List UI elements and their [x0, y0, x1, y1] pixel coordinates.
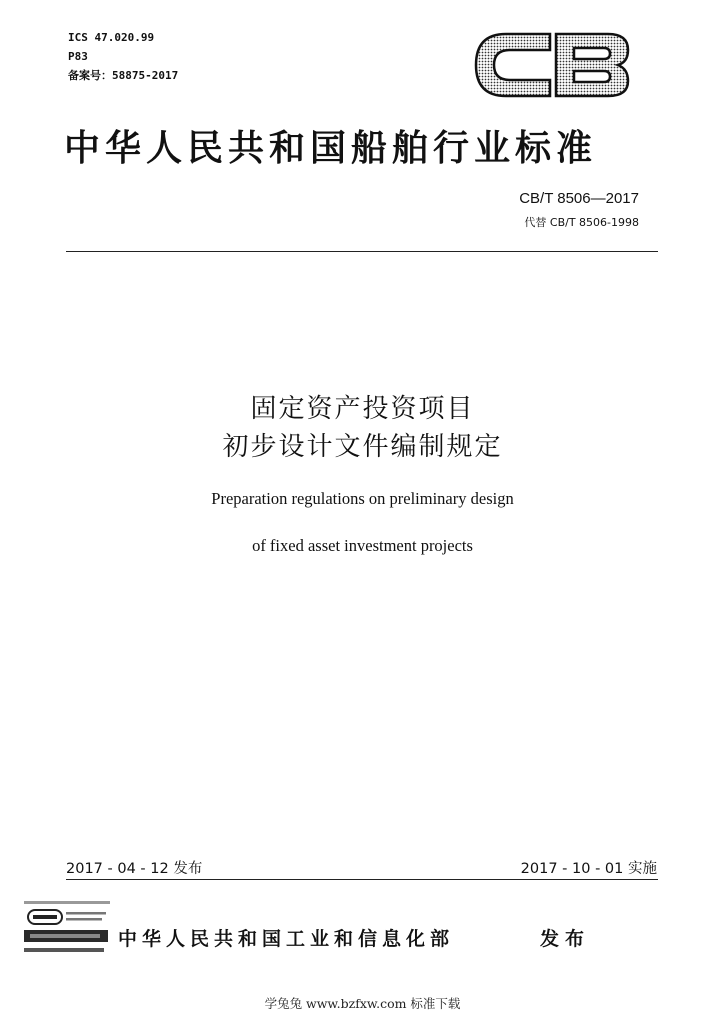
issue-date: 2017 - 04 - 12 发布 [66, 861, 203, 877]
standard-number: CB/T 8506—2017 [519, 190, 639, 207]
issuing-ministry: 中华人民共和国工业和信息化部 [118, 928, 455, 950]
implementation-date: 2017 - 10 - 01 实施 [520, 861, 657, 877]
standard-org-title: 中华人民共和国船舶行业标准 [64, 128, 598, 169]
cb-logo-icon [472, 30, 632, 100]
chinese-title-line1: 固定资产投资项目 [250, 394, 475, 424]
filing-number: 备案号：58875-2017 [68, 69, 179, 82]
english-title-line1: Preparation regulations on preliminary design [211, 489, 514, 508]
replaces-standard: 代替 CB/T 8506-1998 [524, 216, 639, 229]
chinese-title-line2: 初步设计文件编制规定 [222, 432, 503, 462]
bottom-divider [66, 879, 658, 880]
classification-codes [68, 28, 178, 85]
footer-source-link[interactable]: 学兔兔 www.bzfxw.com 标准下载 [264, 996, 461, 1011]
top-divider [66, 251, 658, 252]
ics-code: ICS 47.020.99 [68, 31, 155, 44]
publisher-stamp-icon [22, 898, 114, 960]
publish-label: 发布 [540, 928, 591, 950]
category-code: P83 [68, 50, 88, 63]
english-title-line2: of fixed asset investment projects [252, 536, 473, 555]
